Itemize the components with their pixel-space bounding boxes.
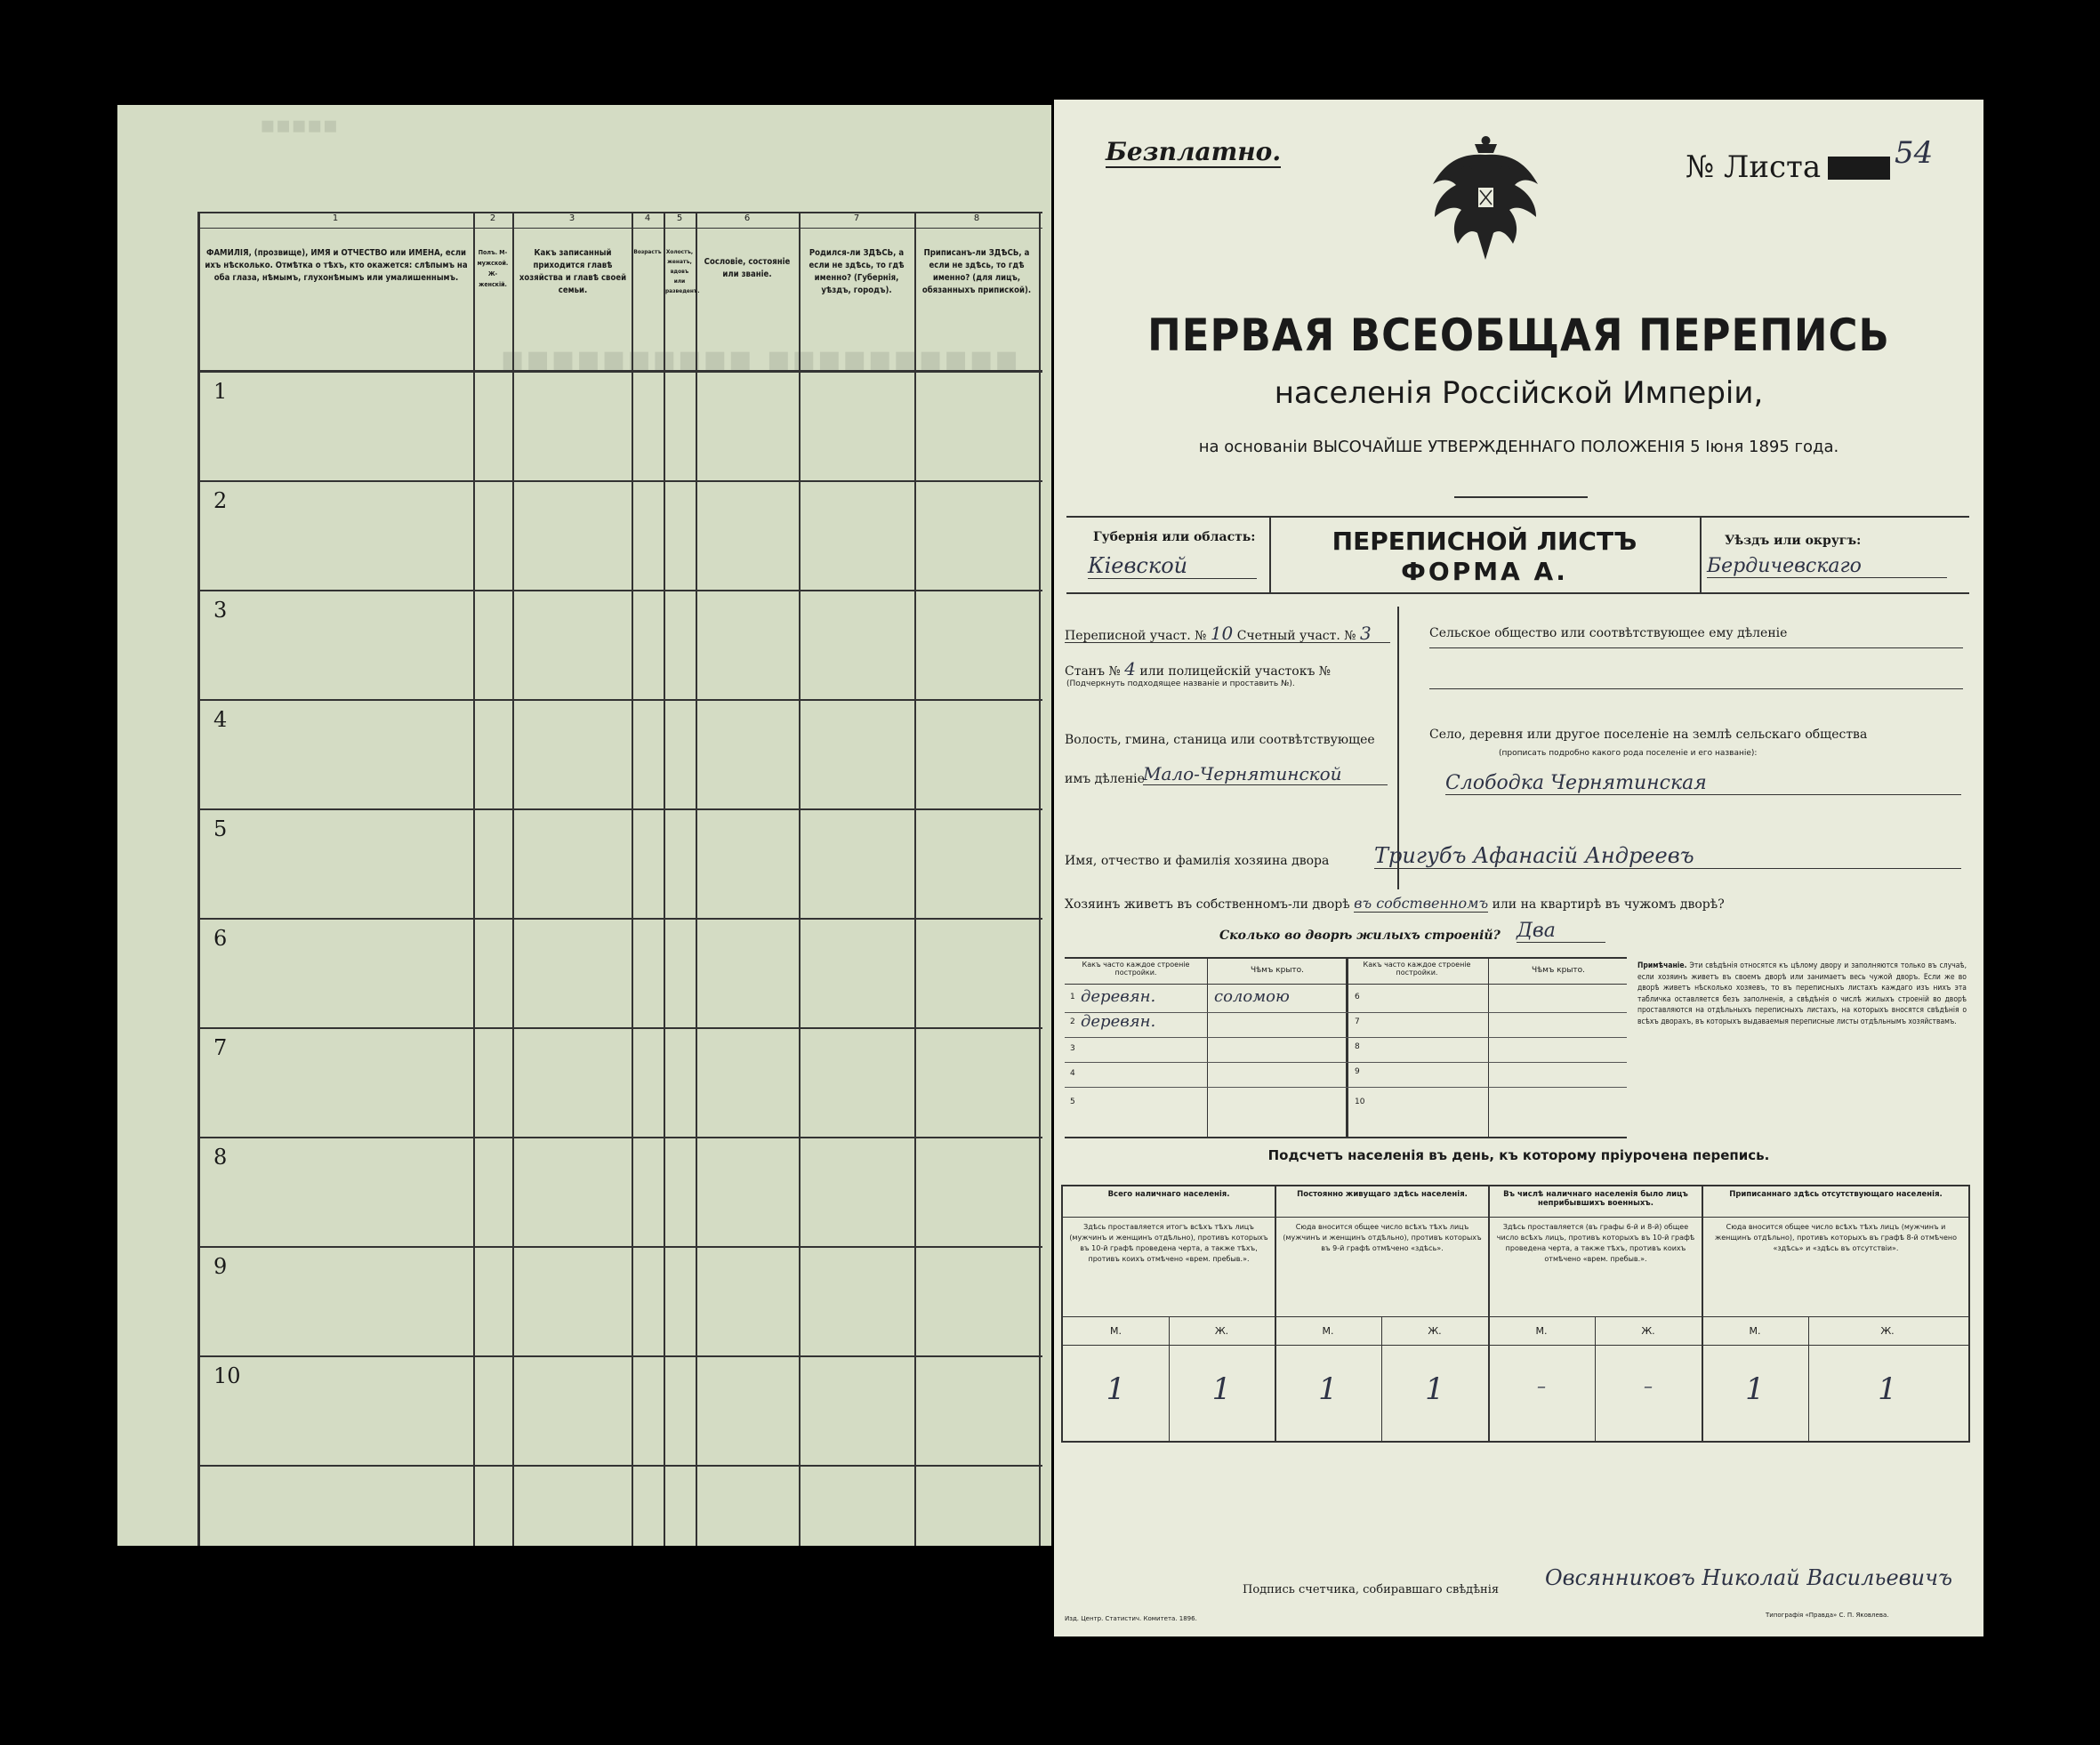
count-group-description: Здѣсь проставляется (въ графы 6-й и 8-й) общее число всѣхъ лицъ, противъ которыхъ въ 10-й графѣ проведена черта, а также тѣхъ, противъ коихъ отмѣчено «врем. пребыв.». [1496,1223,1695,1263]
form-header-box [1066,516,1969,594]
header-registration: Приписанъ-ли ЗДѢСЬ, а если не здѣсь, то гдѣ именно? (для лицъ, обязанныхъ припиской). [921,248,1032,295]
count-group-description: Сюда вносится общее число всѣхъ тѣхъ лицъ (мужчинъ и женщинъ отдѣльно), противъ которыхъ въ графѣ 8-й отмѣчено «здѣсь» и «здѣсь въ отсутствіи». [1714,1223,1958,1252]
row-number: 6 [213,926,228,951]
count-group-header: Постоянно живущаго здѣсь населенія. [1297,1190,1468,1199]
guberniya-value: Кіевской [1088,553,1257,579]
column-number: 1 [332,213,339,223]
sex-label: Ж. [1880,1325,1895,1337]
stan-note: (Подчеркнуть подходящее названіе и проставить №). [1066,680,1295,688]
header-marital: Холостъ, женатъ, вдовъ или разведенъ. [665,248,700,294]
uchastok-label: Переписной участ. № 10 Счетный участ. № 3 [1065,623,1372,644]
sex-label: М. [1322,1325,1334,1337]
sex-label: Ж. [1641,1325,1655,1337]
count-group-header: Приписаннаго здѣсь отсутствующаго населенія. [1729,1190,1943,1199]
imperial-eagle-emblem [1426,135,1546,269]
redaction-mark [1828,157,1890,180]
row-number: 1 [213,379,228,404]
count-value: – [1537,1375,1546,1396]
obshchestvo-label: Сельское общество или соотвѣтствующее ему дѣленіе [1429,626,1788,640]
sex-label: Ж. [1214,1325,1229,1337]
row-number: 2 [213,488,228,513]
buildings-row-number: 7 [1355,1017,1360,1026]
guberniya-label: Губернія или область: [1093,530,1256,544]
volost-value: Мало-Чернятинской [1143,763,1388,785]
count-group-header: Всего наличнаго населенія. [1107,1190,1230,1199]
census-title: ПЕРВАЯ ВСЕОБЩАЯ ПЕРЕПИСЬ [1147,310,1890,361]
imprint-left: Изд. Центр. Статистич. Комитета. 1896. [1065,1615,1197,1622]
count-value: 1 [1745,1371,1765,1407]
header-age: Возрастъ [633,248,662,255]
buildings-row-number: 8 [1355,1042,1360,1051]
count-group-description: Здѣсь проставляется итогъ всѣхъ тѣхъ лицъ (мужчинъ и женщинъ отдѣльно), противъ которыхъ въ 10-й графѣ проведена черта, а также тѣхъ, противъ коихъ отмѣчено «врем. пребыв.». [1069,1223,1268,1263]
row-number: 10 [213,1363,241,1388]
selo-label: Село, деревня или другое поселеніе на землѣ сельскаго общества [1429,728,1868,742]
buildings-table [1065,957,1627,1138]
header-name: ФАМИЛІЯ, (прозвище), ИМЯ и ОТЧЕСТВО или ИМЕНА, если ихъ нѣсколько. Отмѣтка о тѣхъ, кто окажется: слѣпымъ на оба глаза, нѣмымъ, глухонѣмымъ или умалишеннымъ. [205,248,468,283]
column-number: 2 [489,213,496,223]
owner-value: Тригубъ Афанасій Андреевъ [1374,843,1961,869]
buildings-header-roof: Чѣмъ крыто. [1531,966,1586,975]
buildings-row-number: 6 [1355,993,1360,1001]
buildings-value: Два [1517,920,1605,943]
right-page [1054,100,1983,1636]
count-group-header: Въ числѣ наличнаго населенія было лицъ неприбывшихъ военныхъ. [1503,1190,1688,1208]
form-title: ПЕРЕПИСНОЙ ЛИСТЪ [1332,527,1637,556]
header-relation: Какъ записанный приходится главѣ хозяйства и главѣ своей семьи. [519,248,627,295]
sex-label: М. [1749,1325,1761,1337]
bleed-through-text: ▪▪▪▪▪ [260,112,339,139]
buildings-label: Сколько во дворѣ жилыхъ строеній? [1219,929,1501,943]
uezd-label: Уѣздъ или округъ: [1725,534,1862,548]
buildings-note: Примѣчаніе. Эти свѣдѣнія относятся къ цѣлому двору и заполняются только въ случаѣ, если хозяинъ живетъ въ своемъ дворѣ или занимаетъ весь чужой дворъ. Если же во дворѣ живетъ нѣсколько хозяевъ, то въ переписныхъ листахъ каждаго изъ нихъ эта табличка оставляется безъ заполненія, а свѣдѣнія о числѣ жилыхъ строеній во дворѣ проставляются на отдѣльныхъ переписныхъ листахъ, на которыхъ вносятся свѣдѣнія о всѣхъ дворахъ, въ которыхъ выдаваемыя переписные листы отдѣльнымъ хозяйствамъ. [1637,961,1967,1026]
column-number: 7 [853,213,860,223]
count-value: 1 [1211,1371,1232,1407]
sex-label: М. [1535,1325,1548,1337]
bleed-through-text: ▪▪▪▪▪▪▪▪▪▪ ▪▪▪▪▪▪▪▪▪▪ [500,336,1019,380]
population-count-table [1061,1185,1970,1443]
sheet-number-value: 54 [1895,135,1934,171]
column-number: 3 [568,213,575,223]
row-number: 5 [213,816,228,841]
legal-basis: на основаніи ВЫСОЧАЙШЕ УТВЕРЖДЕННАГО ПОЛОЖЕНІЯ 5 Іюня 1895 года. [1198,438,1839,456]
signature-label: Подпись счетчика, собиравшаго свѣдѣнія [1243,1583,1500,1596]
ornament-divider [1454,496,1588,498]
header-sex: Полъ. М-мужской. Ж-женскій. [477,249,509,288]
population-count-title: Подсчетъ населенія въ день, къ которому пріурочена перепись. [1267,1147,1770,1163]
buildings-row: 5 [1070,1098,1075,1106]
selo-note: (прописать подробно какого рода поселеніе и его названіе): [1499,749,1758,758]
free-label: Безплатно. [1106,137,1282,166]
column-number: 8 [973,213,980,223]
row-number: 3 [213,598,228,623]
buildings-header-kind: Какъ часто каждое строеніе постройки. [1363,961,1471,977]
count-value: 1 [1425,1371,1444,1407]
household-members-table [197,212,1042,1546]
volost-label: Волость, гмина, станица или соотвѣтствующее [1065,733,1375,747]
buildings-row: 4 [1070,1069,1075,1078]
row-number: 9 [213,1254,228,1279]
left-page [117,105,1051,1546]
buildings-row-number: 9 [1355,1067,1360,1076]
count-value: 1 [1878,1371,1897,1407]
row-number: 8 [213,1145,228,1170]
sheet-number-label: № Листа [1686,149,1822,185]
count-group-description: Сюда вносится общее число всѣхъ тѣхъ лицъ (мужчинъ и женщинъ отдѣльно), противъ которыхъ въ 9-й графѣ отмѣчено «здѣсь». [1283,1223,1482,1252]
column-number: 6 [744,213,751,223]
count-value: 1 [1318,1371,1338,1407]
column-number: 5 [676,213,683,223]
imprint-right: Типографія «Правда» С. П. Яковлева. [1766,1612,1889,1619]
form-subtitle: ФОРМА А. [1401,557,1568,586]
uezd-value: Бердичевскаго [1707,555,1947,578]
buildings-header-kind: Какъ часто каждое строеніе постройки. [1082,961,1190,977]
buildings-row: 3 [1070,1044,1075,1053]
buildings-row: 1 деревян. соломою [1070,987,1290,1006]
count-value: 1 [1106,1371,1126,1407]
buildings-row: 2 деревян. [1070,1012,1156,1031]
row-number: 4 [213,707,228,732]
buildings-header-roof: Чѣмъ крыто. [1250,966,1305,975]
sex-label: Ж. [1428,1325,1442,1337]
column-number: 4 [644,213,651,223]
volost-label-2: имъ дѣленіе [1065,772,1145,786]
census-subtitle: населенія Россійской Имперіи, [1274,375,1764,411]
signature-value: Овсянниковъ Николай Васильевичъ [1545,1565,1953,1590]
count-value: – [1644,1375,1653,1396]
buildings-row-number: 10 [1355,1098,1365,1106]
lives-label: Хозяинъ живетъ въ собственномъ-ли дворѣ въ собственномъ или на квартирѣ въ чужомъ дворѣ? [1065,895,1725,912]
owner-label: Имя, отчество и фамилія хозяина двора [1065,854,1330,868]
sex-label: М. [1110,1325,1122,1337]
header-birthplace: Родился-ли ЗДѢСЬ, а если не здѣсь, то гдѣ именно? (Губернія, уѣздъ, городъ). [809,248,905,295]
stan-label: Станъ № 4 или полицейскій участокъ № [1065,658,1332,680]
row-number: 7 [213,1035,228,1060]
selo-value: Слободка Чернятинская [1445,772,1961,795]
header-estate: Сословіе, состояніе или званіе. [704,257,791,279]
